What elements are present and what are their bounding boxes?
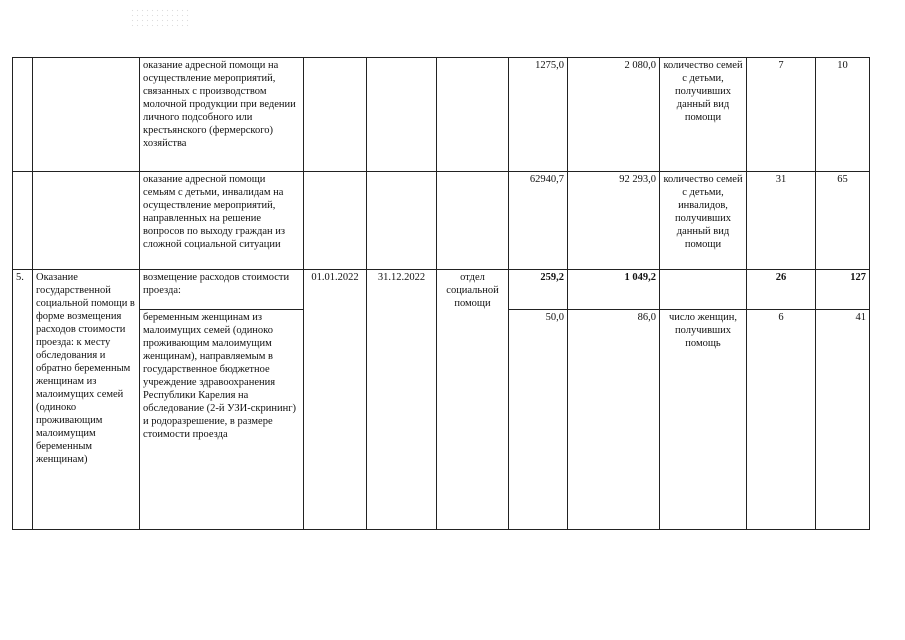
event-name-empty [33, 172, 140, 270]
program-table [12, 57, 870, 530]
indicator-value-1: 6 [747, 310, 816, 530]
executor: отдел социальной помощи [437, 270, 509, 530]
end-date-empty [367, 172, 437, 270]
finance-value-2: 92 293,0 [568, 172, 660, 270]
measure-description: возмещение расходов стоимости проезда: [140, 270, 304, 310]
indicator-name: количество семей с детьми, инвалидов, получивших данный вид помощи [660, 172, 747, 270]
row-number [13, 58, 33, 172]
event-name [33, 58, 140, 172]
table-row [13, 172, 870, 270]
end-date [367, 58, 437, 172]
indicator-value-1: 31 [747, 172, 816, 270]
indicator-value-1: 7 [747, 58, 816, 172]
row-number: 5. [13, 270, 33, 530]
measure-description: оказание адресной помощи семьям с детьми, инвалидам на осуществление мероприятий, направленных на решение вопросов по выходу граждан из сложной социальной ситуации [140, 172, 304, 270]
finance-value-1: 62940,7 [509, 172, 568, 270]
start-date [304, 58, 367, 172]
end-date: 31.12.2022 [367, 270, 437, 530]
row-number-empty [13, 172, 33, 270]
indicator-name: число женщин, получивших помощь [660, 310, 747, 530]
finance-value-1: 259,2 [509, 270, 568, 310]
indicator-value-2: 65 [816, 172, 870, 270]
finance-value-1: 50,0 [509, 310, 568, 530]
executor [437, 58, 509, 172]
measure-description: беременным женщинам из малоимущих семей (одиноко проживающим малоимущим женщинам), направляемым в государственное бюджетное учреждение здравоохранения Республики Карелия на обследование (2-й УЗИ-скрининг) и родоразрешение, в размере стоимости проезда [140, 310, 304, 530]
finance-value-2: 1 049,2 [568, 270, 660, 310]
measure-description: оказание адресной помощи на осуществление мероприятий, связанных с производством молочной продукции при ведении личного подсобного или крестьянского (фермерского) хозяйства [140, 58, 304, 172]
table-row [13, 58, 870, 172]
event-name: Оказание государственной социальной помощи в форме возмещения расходов стоимости проезда: к месту обследования и обратно беременным женщинам из малоимущих семей (одиноко проживающим малоимущим беременным женщинам) [33, 270, 140, 530]
indicator-name: количество семей с детьми, получивших данный вид помощи [660, 58, 747, 172]
indicator-value-2: 10 [816, 58, 870, 172]
indicator-value-2: 127 [816, 270, 870, 310]
indicator-value-1: 26 [747, 270, 816, 310]
start-date-empty [304, 172, 367, 270]
indicator-name [660, 270, 747, 310]
finance-value-2: 2 080,0 [568, 58, 660, 172]
finance-value-2: 86,0 [568, 310, 660, 530]
finance-value-1: 1275,0 [509, 58, 568, 172]
table-row [13, 270, 870, 310]
start-date: 01.01.2022 [304, 270, 367, 530]
indicator-value-2: 41 [816, 310, 870, 530]
executor-empty [437, 172, 509, 270]
scan-noise [130, 8, 190, 30]
